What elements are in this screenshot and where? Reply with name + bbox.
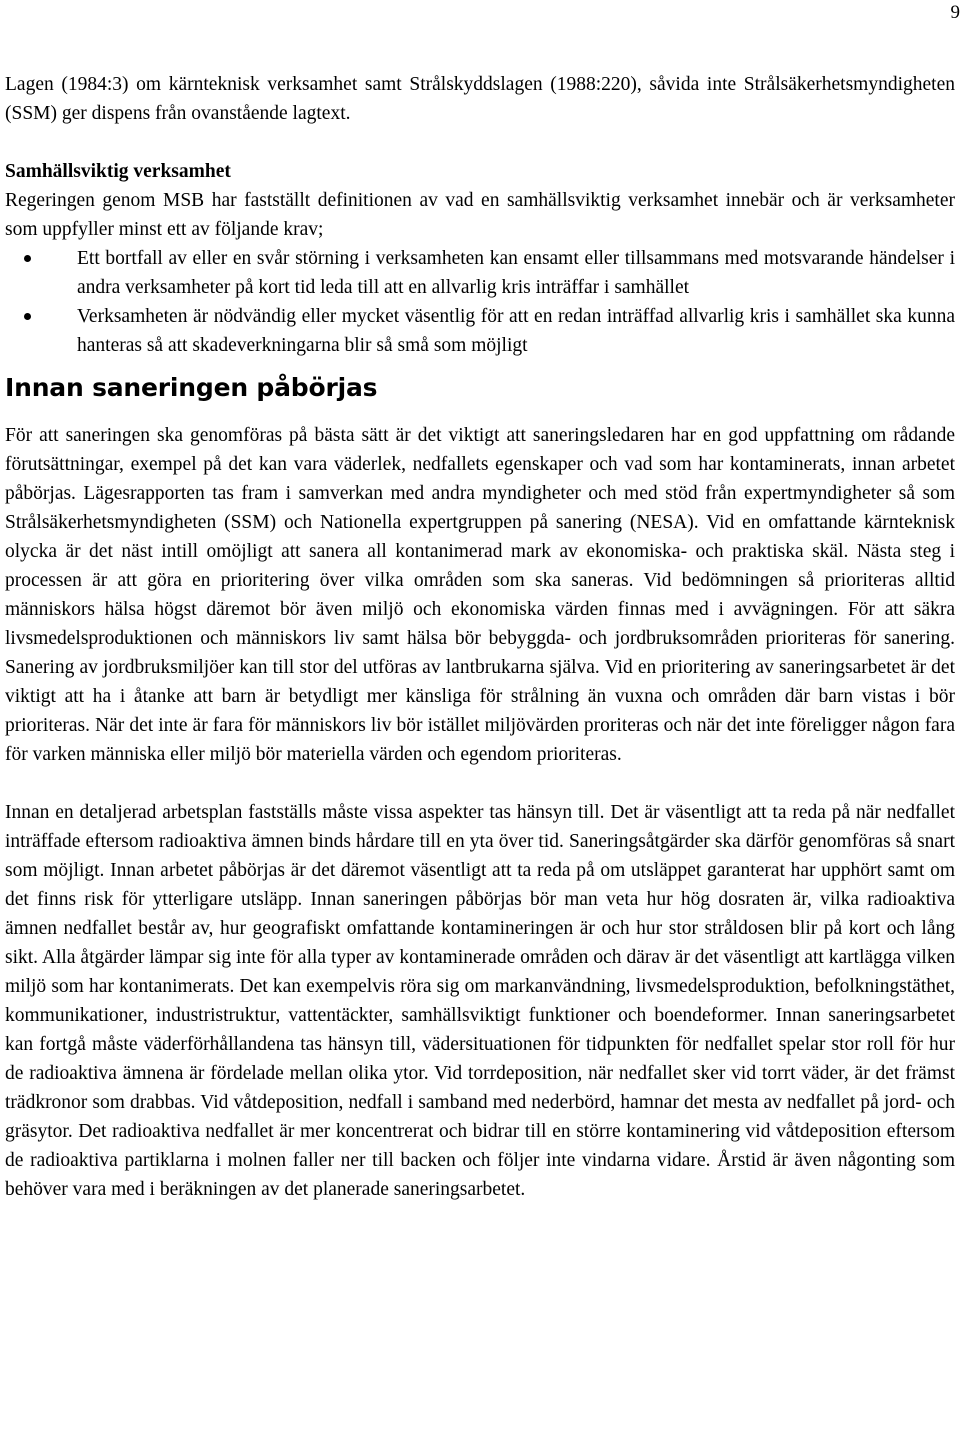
critical-operations-heading: Samhällsviktig verksamhet — [5, 161, 231, 182]
list-item — [5, 244, 955, 302]
criteria-list — [5, 244, 955, 360]
body-paragraph: För att saneringen ska genomföras på bästa sätt är det viktigt att saneringsledaren har en god uppfattning om rådande förutsättningar, exempel på det kan vara väderlek, nedfallets egenskaper och vad som har kontaminerats, innan arbetet påbörjas. Lägesrapporten tas fram i samverkan med andra myndigheter och med stöd från expertmyndigheter så som Strålsäkerhetsmyndigheten (SSM) och Nationella expertgruppen på sanering (NESA). Vid en omfattande kärnteknisk olycka är det näst intill omöjligt att sanera all kontanimerad mark av ekonomiska- och praktiska skäl. Nästa steg i processen är att göra en prioritering över vilka områden som ska saneras. Vid bedömningen så prioriteras alltid människors hälsa högst däremot bör även miljö och ekonomiska värden finnas med i avvägningen. För att säkra livsmedelsproduktionen och människors liv samt hälsa bör bebyggda- och jordbruksområden prioriteras för sanering. Sanering av jordbruksmiljöer kan till stor del utföras av lantbrukarna själva. Vid en prioritering av saneringsarbetet är det viktigt att ha i åtanke att barn är betydligt mer känsliga för strålning än vuxna och områden där barn vistas i bör prioriteras. När det inte är fara för människors liv bör istället miljövärden proriteras och när det inte föreligger någon fara för varken människa eller miljö bör materiella värden och egendom prioriteras. — [5, 425, 955, 765]
page-number: 9 — [950, 2, 960, 23]
list-item-text: Verksamheten är nödvändig eller mycket väsentlig för att en redan inträffad allvarlig kris i samhället ska kunna hanteras så att skadeverkningarna blir så små som möjligt — [77, 306, 955, 356]
bullet-icon — [24, 255, 31, 262]
critical-operations-paragraph: Regeringen genom MSB har fastställt definitionen av vad en samhällsviktig verksamhet innebär och är verksamheter som uppfyller minst ett av följande krav; — [5, 190, 955, 240]
intro-paragraph: Lagen (1984:3) om kärnteknisk verksamhet samt Strålskyddslagen (1988:220), såvida inte Strålsäkerhetsmyndigheten (SSM) ger dispens från ovanstående lagtext. — [5, 74, 955, 124]
section-heading: Innan saneringen påbörjas — [5, 373, 378, 402]
body-paragraph: Innan en detaljerad arbetsplan fastställs måste vissa aspekter tas hänsyn till. Det är väsentligt att ta reda på när nedfallet inträffade eftersom radioaktiva ämnen binds hårdare till en yta över tid. Saneringsåtgärder ska därför genomföras så snart som möjligt. Innan arbetet påbörjas är det däremot väsentligt att ta reda på om utsläppet garanterat har upphört samt om det finns risk för ytterligare utsläpp. Innan saneringen påbörjas bör man veta hur hög dosraten är, vilka radioaktiva ämnen nedfallet består av, hur geografiskt omfattande kontamineringen är och hur stor stråldosen blir på kort och lång sikt. Alla åtgärder lämpar sig inte för alla typer av kontaminerade områden och därav är det väsentligt att kartlägga vilken miljö som har kontanimerats. Det kan exempelvis röra sig om markanvändning, livsmedelsproduktion, befolkningstäthet, kommunikationer, industristruktur, vattentäckter, samhällsviktigt funktioner och boendeformer. Innan saneringsarbetet kan fortgå måste väderförhållandena tas hänsyn till, vädersituationen för tidpunkten för nedfallet spelar stor roll för hur de radioaktiva ämnena är fördelade mellan olika ytor. Vid torrdeposition, när nedfallet sker vid torrt väder, är det främst trädkronor som drabbas. Vid våtdeposition, nedfall i samband med nederbörd, hamnar det mesta av nedfallet på jord- och gräsytor. Det radioaktiva nedfallet är mer koncentrerat och bidrar till en större kontaminering vid våtdeposition eftersom de radioaktiva partiklarna i molnen faller ner till backen och följer inte vindarna vidare. Årstid är även någonting som behöver vara med i beräkningen av det planerade saneringsarbetet. — [5, 802, 955, 1200]
list-item — [5, 302, 955, 360]
bullet-icon — [24, 313, 31, 320]
document-body — [5, 70, 955, 1204]
list-item-text: Ett bortfall av eller en svår störning i verksamheten kan ensamt eller tillsammans med motsvarande händelser i andra verksamheter på kort tid leda till att en allvarlig kris inträffar i samhället — [77, 248, 955, 298]
